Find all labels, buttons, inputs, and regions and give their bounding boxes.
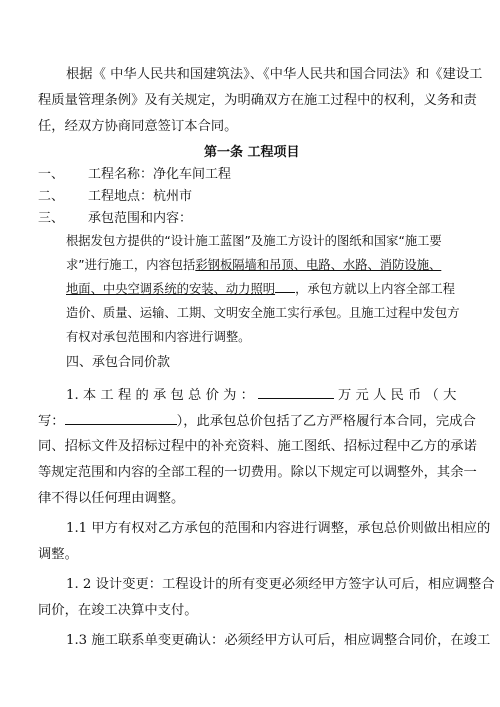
clause-1-3-line-1: 1.3 施工联系单变更确认：必须经甲方认可后，相应调整合同价，在竣工	[66, 633, 491, 648]
clause-1-2-line-1: 1. 2 设计变更：工程设计的所有变更必须经甲方签字认可后，相应调整合	[66, 577, 495, 592]
price-line-5: 律不得以任何理由调整。	[38, 491, 185, 506]
scope-line-3-text: ，承包方就以上内容全部工程	[295, 282, 455, 296]
clause-1-1-line-1: 1.1 甲方有权对乙方承包的范围和内容进行调整，承包总价则做出相应的	[66, 521, 491, 536]
preamble-line-3: 任，经双方协商同意签订本合同。	[38, 119, 238, 134]
clause-1-2-line-2: 同价，在竣工决算中支付。	[38, 603, 198, 618]
scope-blank	[275, 280, 295, 293]
currency-label: 万 元 人 民 币 （ 大	[337, 388, 457, 403]
project-location: 工程地点：杭州市	[88, 189, 193, 204]
price-line-2	[38, 412, 476, 431]
scope-line-2-text: 求”进行施工，内容包括	[66, 258, 196, 272]
preamble-line-2: 程质量管理条例》及有关规定，为明确双方在施工过程中的权利，义务和责	[38, 93, 477, 108]
item-3-number: 三、	[38, 211, 65, 226]
price-line-3: 同、招标文件及招标过程中的补充资料、施工图纸、招标过程中乙方的承诺	[38, 439, 477, 454]
preamble-line-1: 根据《 中华人民共和国建筑法》、《中华人民共和国合同法》和《建设工	[66, 67, 483, 82]
clause-1-1-line-2: 调整。	[38, 547, 78, 562]
scope-line-3	[66, 280, 455, 298]
scope-line-1: 根据发包方提供的“设计施工蓝图”及施工方设计的图纸和国家“施工要	[66, 234, 442, 248]
article-1-title: 第一条 工程项目	[204, 145, 300, 160]
item-1-number: 一、	[38, 167, 65, 182]
scope-items-underlined-2: 地面、中央空调系统的安装、动力照明	[66, 282, 276, 296]
total-price-blank	[258, 386, 334, 399]
section-4-title: 四、承包合同价款	[66, 355, 171, 370]
scope-line-2	[66, 256, 441, 274]
capital-amount-blank	[65, 412, 177, 425]
price-line-2-text: ），此承包总价包括了乙方严格履行本合同，完成合	[176, 414, 476, 429]
scope-heading: 承包范围和内容：	[88, 211, 193, 226]
project-name: 工程名称：净化车间工程	[88, 167, 232, 182]
price-line-1	[66, 386, 456, 405]
capital-amount-label: 写：	[38, 414, 65, 429]
total-price-label: 1. 本 工 程 的 承 包 总 价 为 ：	[66, 388, 254, 403]
scope-line-5: 有权对承包范围和内容进行调整。	[66, 330, 251, 344]
price-line-4: 等规定范围和内容的全部工程的一切费用。除以下规定可以调整外，其余一	[38, 465, 477, 480]
scope-line-4: 造价、质量、运输、工期、文明安全施工实行承包。且施工过程中发包方	[66, 306, 460, 320]
item-2-number: 二、	[38, 189, 65, 204]
scope-items-underlined: 彩钢板隔墙和吊顶、电路、水路、消防设施、	[195, 258, 442, 272]
